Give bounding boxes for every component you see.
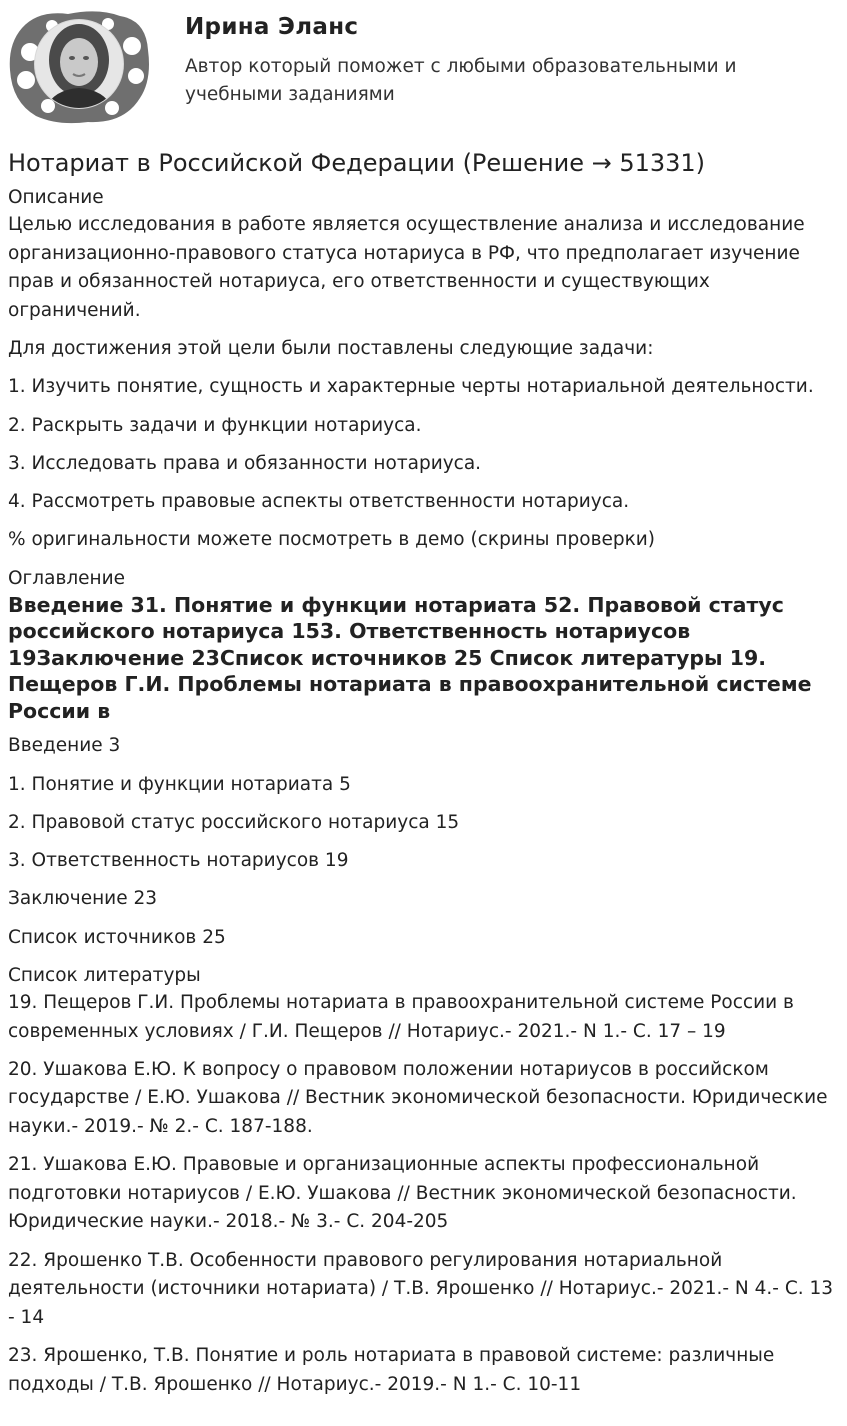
page-title: Нотариат в Российской Федерации (Решение → 51331) [8, 149, 706, 177]
toc-label: Оглавление [8, 567, 126, 589]
author-avatar[interactable] [8, 6, 150, 126]
task-item: 3. Исследовать права и обязанности нотариуса. [8, 452, 482, 474]
toc-item: 1. Понятие и функции нотариата 5 [8, 773, 351, 795]
task-item: 4. Рассмотреть правовые аспекты ответственности нотариуса. [8, 491, 630, 513]
toc-item: 3. Ответственность нотариусов 19 [8, 850, 349, 872]
main-content [8, 146, 840, 1409]
description-paragraph: Целью исследования в работе является осуществление анализа и исследование организационно-правового статуса нотариуса в РФ, что предполагает изучение прав и обязанностей нотариуса, его ответственности и существующих ограничений. [8, 214, 805, 321]
literature-item: 23. Ярошенко, Т.В. Понятие и роль нотариата в правовой системе: различные подходы / Т.В. Ярошенко // Нотариус.- 2019.- N 1.- С. 10-11 [8, 1345, 775, 1395]
toc-item: Введение 3 [8, 735, 121, 757]
toc-list [8, 732, 840, 952]
toc-item: Заключение 23 [8, 888, 158, 910]
toc-item: Список источников 25 [8, 926, 226, 948]
author-name[interactable]: Ирина Эланс [185, 14, 359, 40]
literature-item: 20. Ушакова Е.Ю. К вопросу о правовом положении нотариусов в российском государстве / Е.Ю. Ушакова // Вестник экономической безопасности. Юридические науки.- 2019.- № 2.- С. 187-188. [8, 1058, 828, 1137]
literature-item: 22. Ярошенко Т.В. Особенности правового регулирования нотариальной деятельности (источники нотариата) / Т.В. Ярошенко // Нотариус.- 2021.- N 4.- С. 13 - 14 [8, 1249, 834, 1328]
description-body [8, 211, 840, 555]
literature-label: Список литературы [8, 964, 201, 986]
task-item: 1. Изучить понятие, сущность и характерные черты нотариальной деятельности. [8, 376, 814, 398]
toc-summary: Введение 31. Понятие и функции нотариата 52. Правовой статус российского нотариуса 153. Ответственность нотариусов 19Заключение 23Список источников 25 Список литературы 19. Пещеров Г.И. Проблемы нотариата в правоохранительной системе России в [8, 592, 812, 723]
author-description: Автор который поможет с любыми образовательными и учебными заданиями [185, 56, 737, 105]
toc-item: 2. Правовой статус российского нотариуса 15 [8, 811, 460, 833]
task-item: 2. Раскрыть задачи и функции нотариуса. [8, 414, 422, 436]
literature-item: 19. Пещеров Г.И. Проблемы нотариата в правоохранительной системе России в современных условиях / Г.И. Пещеров // Нотариус.- 2021.- N 1.- С. 17 – 19 [8, 991, 794, 1042]
originality-note: % оригинальности можете посмотреть в демо (скрины проверки) [8, 529, 656, 551]
description-label: Описание [8, 187, 104, 208]
literature-item: 21. Ушакова Е.Ю. Правовые и организационные аспекты профессиональной подготовки нотариусов / Е.Ю. Ушакова // Вестник экономической безопасности. Юридические науки.- 2018.- № 3.- С. 204-205 [8, 1154, 797, 1233]
description-paragraph: Для достижения этой цели были поставлены следующие задачи: [8, 338, 654, 360]
author-header [8, 6, 838, 126]
literature-list [8, 989, 840, 1399]
